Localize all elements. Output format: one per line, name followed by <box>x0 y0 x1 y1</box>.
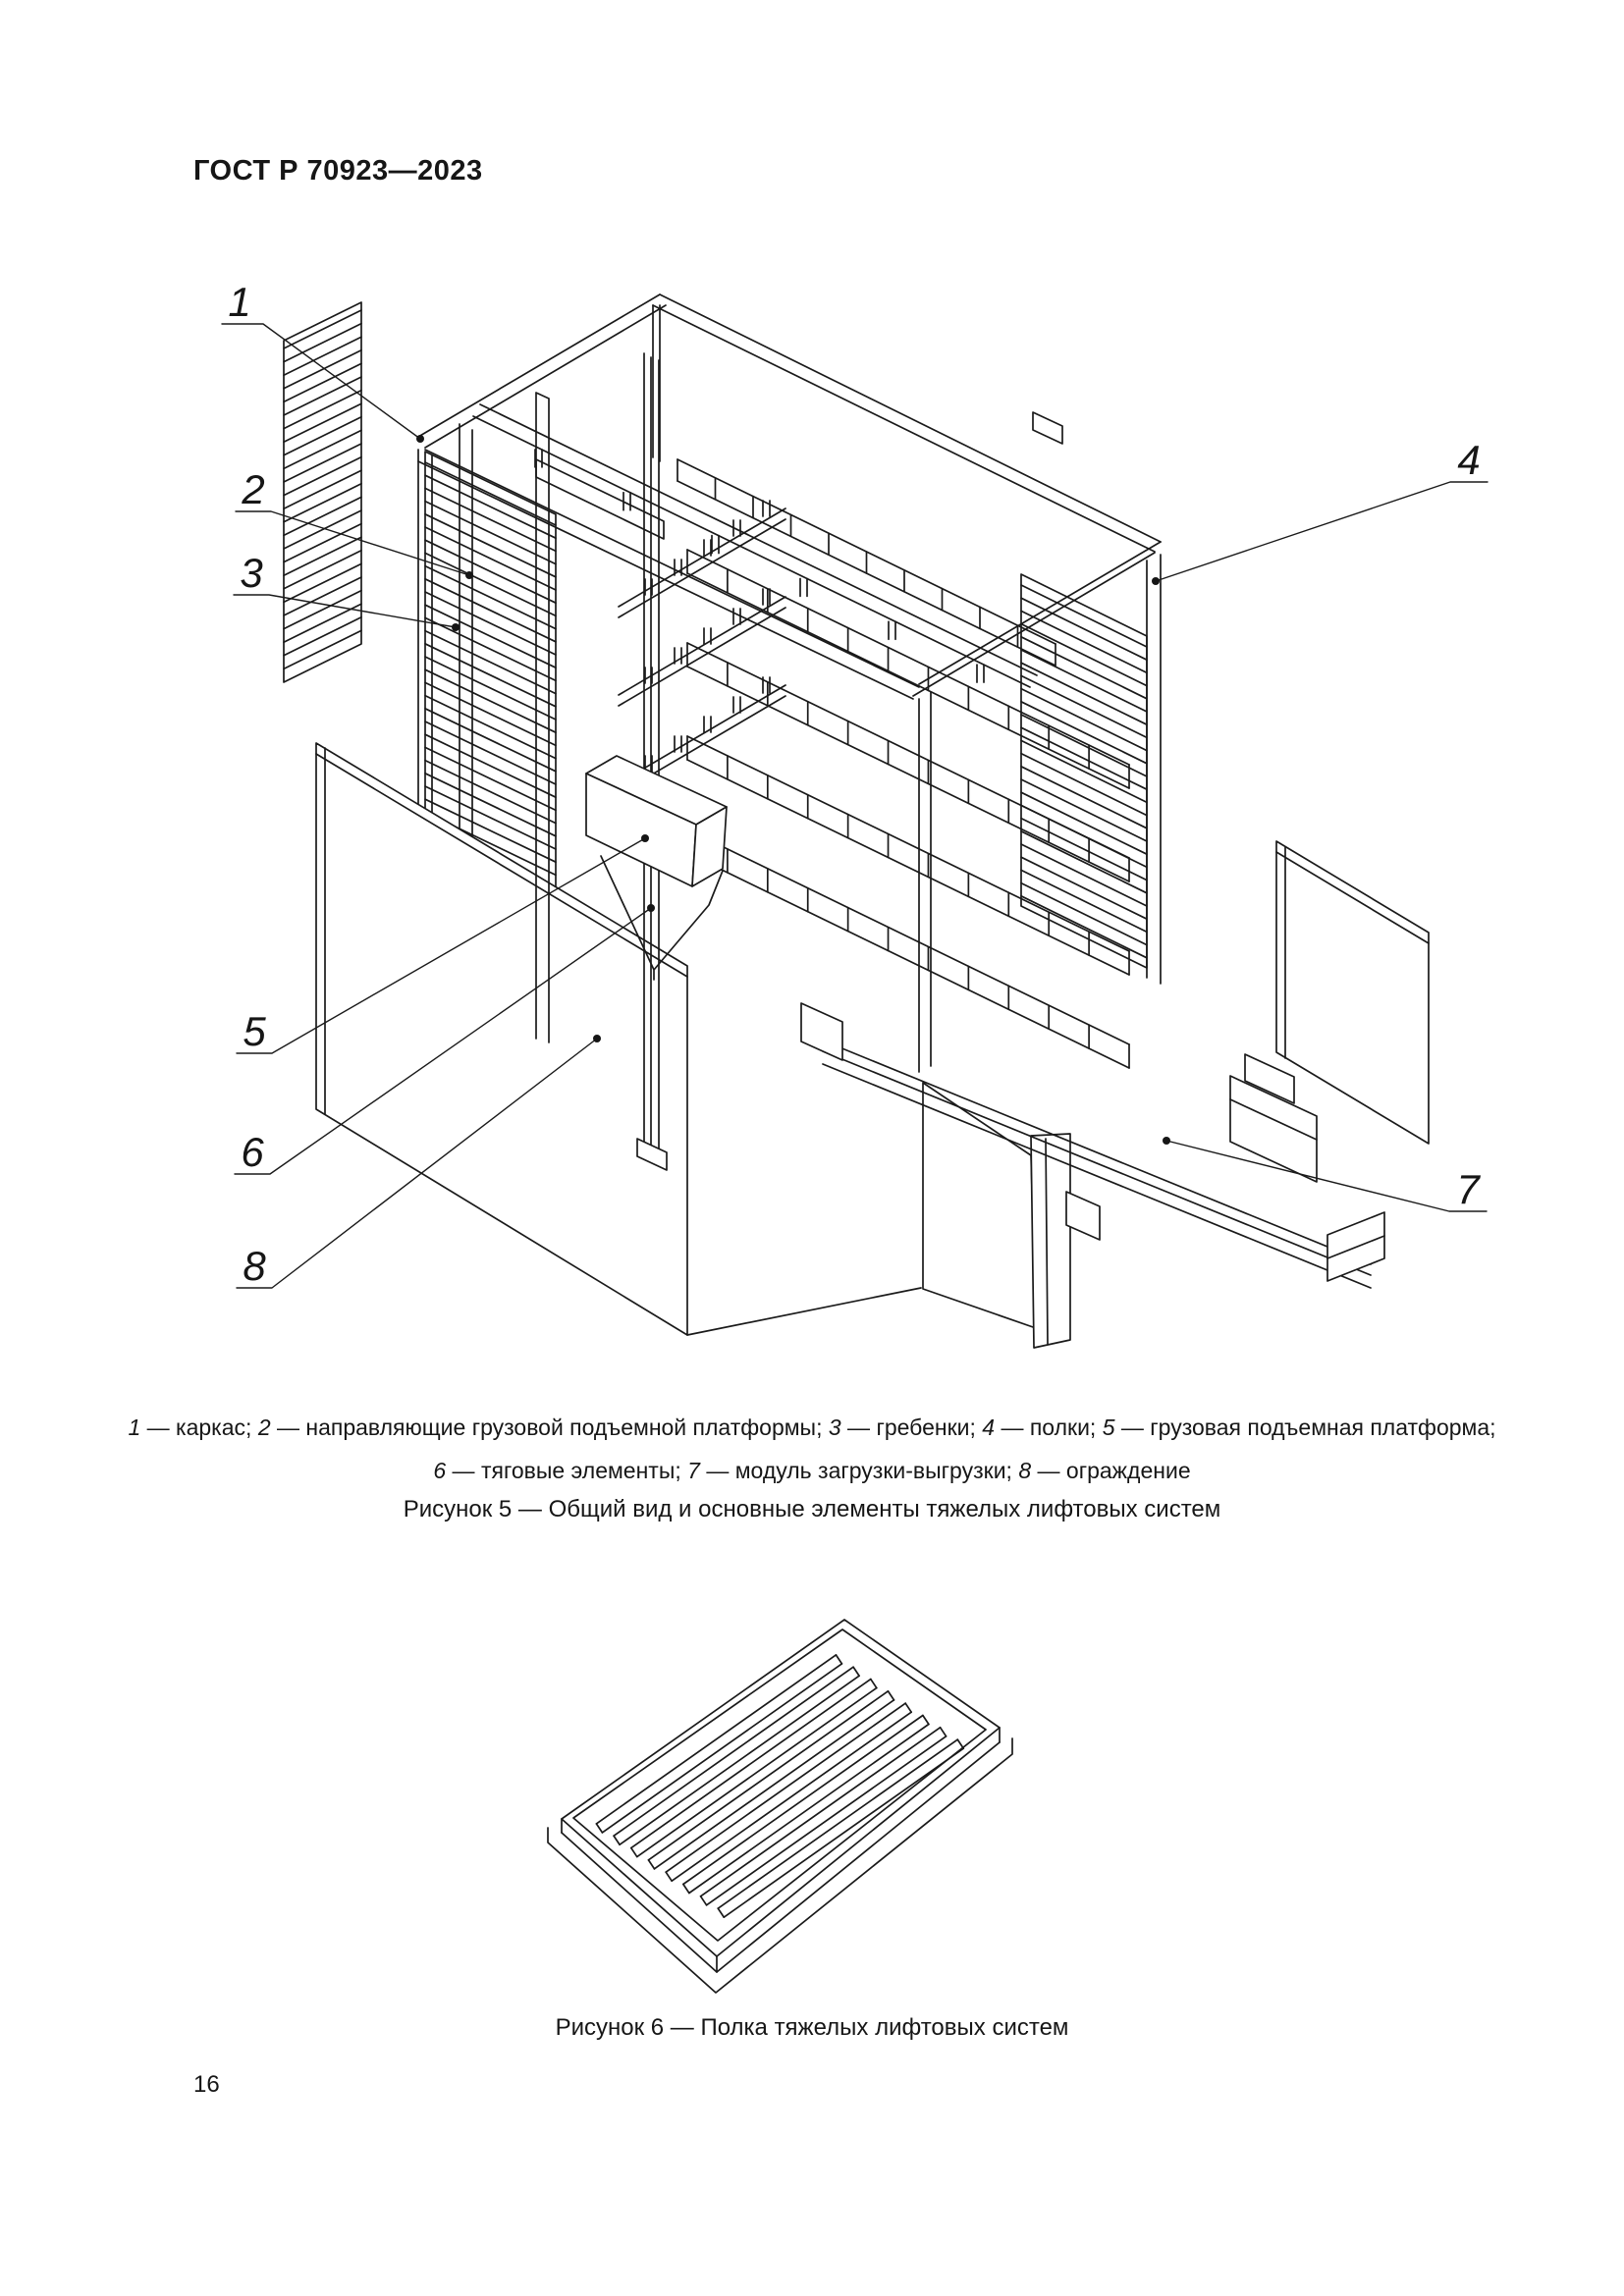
callout-1 <box>222 279 424 443</box>
callout-6-number: 6 <box>241 1129 264 1175</box>
legend-item-number: 5 <box>1102 1415 1115 1440</box>
enclosure <box>316 743 1429 1348</box>
legend-item-number: 6 <box>433 1458 447 1483</box>
callout-3-number: 3 <box>240 550 263 596</box>
figure5-drawing <box>284 294 1429 1348</box>
callout-7 <box>1163 1137 1487 1212</box>
shelves <box>677 459 1129 1068</box>
figure6-drawing <box>548 1620 1012 1993</box>
callout-4 <box>1152 437 1488 585</box>
callout-2-number: 2 <box>242 466 265 512</box>
legend-item-number: 7 <box>687 1458 700 1483</box>
callout-4-number: 4 <box>1457 437 1481 483</box>
legend-item-number: 3 <box>828 1415 841 1440</box>
figure5-caption: Рисунок 5 — Общий вид и основные элементы тяжелых лифтовых систем <box>403 1496 1221 1522</box>
callout-5-number: 5 <box>243 1008 266 1054</box>
legend-item-number: 8 <box>1018 1458 1032 1483</box>
left-outer-wall <box>284 302 361 682</box>
callout-1-number: 1 <box>228 279 251 325</box>
document-header: ГОСТ Р 70923—2023 <box>193 155 483 187</box>
legend-item-number: 1 <box>128 1415 141 1440</box>
right-wall <box>1021 574 1147 968</box>
legend-item-number: 4 <box>982 1415 996 1440</box>
callout-8-number: 8 <box>243 1243 266 1289</box>
callout-7-number: 7 <box>1456 1166 1480 1212</box>
callout-2 <box>236 466 473 579</box>
figure6-caption: Рисунок 6 — Полка тяжелых лифтовых систем <box>555 2014 1069 2041</box>
page-number: 16 <box>193 2071 220 2098</box>
figure5-legend: 1 — каркас; 2 — направляющие грузовой подъемной платформы; 3 — гребенки; 4 — полки; 5 — грузовая подъемная платформа; 6 — тяговые элементы; 7 — модуль загрузки-выгрузки; 8 — ограждение <box>128 1415 1496 1483</box>
legend-item-number: 2 <box>257 1415 271 1440</box>
